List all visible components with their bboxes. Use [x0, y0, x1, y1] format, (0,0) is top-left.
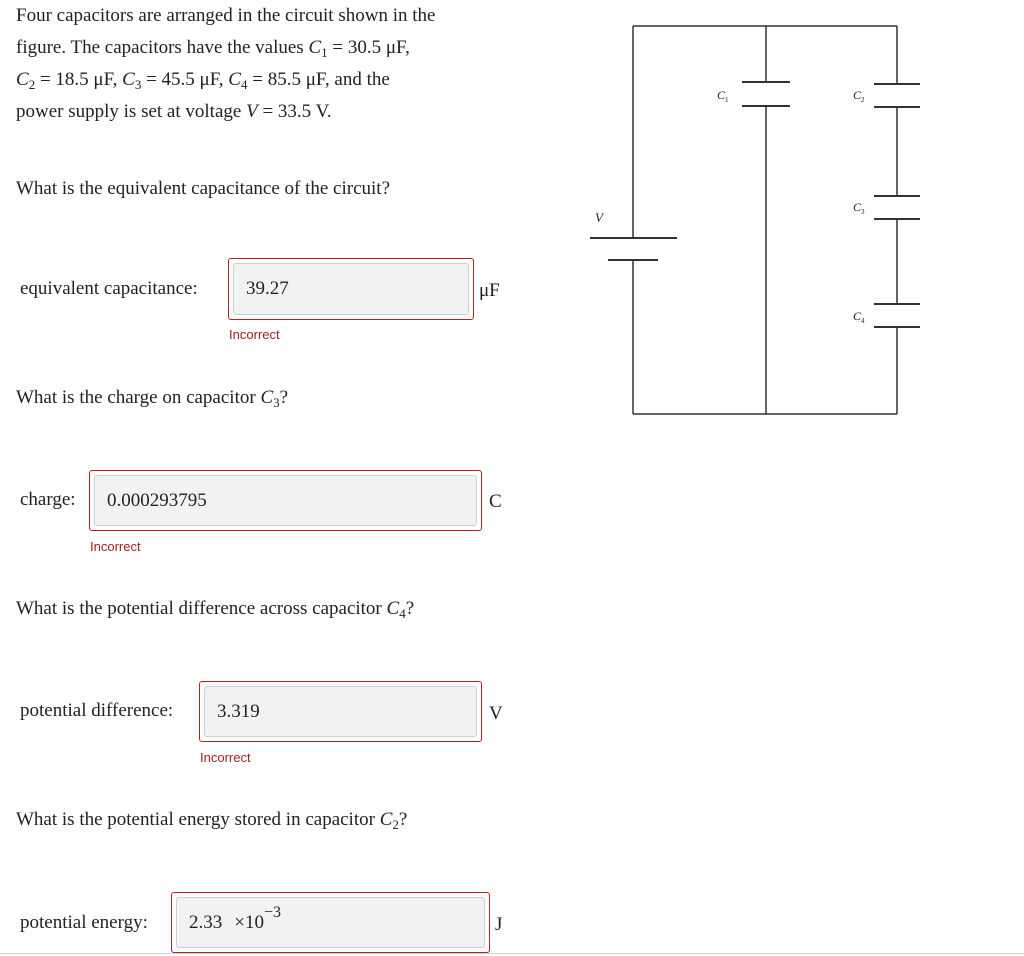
battery-label: V: [595, 210, 603, 225]
answer-3-label: potential difference:: [20, 700, 174, 721]
answer-1-label: equivalent capacitance:: [20, 278, 198, 299]
potential-difference-input[interactable]: 3.319: [204, 686, 477, 737]
intro-line-4: power supply is set at voltage V = 33.5 V.: [16, 101, 332, 122]
answer-1-unit: μF: [479, 280, 500, 301]
potential-energy-exponent: −3: [263, 903, 281, 921]
equivalent-capacitance-input[interactable]: 39.27: [233, 263, 469, 315]
answer-2-label: charge:: [20, 489, 76, 510]
capacitor-c2-label: $C_2$: [853, 88, 865, 104]
capacitor-c3-label: $C_3$: [853, 200, 865, 216]
answer-2-unit: C: [489, 491, 502, 512]
potential-energy-mantissa: 2.33: [189, 911, 223, 933]
answer-1-status: Incorrect: [229, 327, 280, 342]
answer-3-status: Incorrect: [200, 750, 251, 765]
capacitor-c4-label: $C_4$: [853, 309, 865, 325]
question-3-prompt: What is the potential difference across capacitor $C_4$?: [16, 598, 415, 621]
question-4-prompt: What is the potential energy stored in capacitor $C_2$?: [16, 809, 408, 832]
answer-4-unit: J: [495, 914, 503, 935]
charge-input[interactable]: 0.000293795: [94, 475, 477, 526]
answer-2-status: Incorrect: [90, 539, 141, 554]
answer-3-unit: V: [489, 703, 503, 724]
question-1-prompt: What is the equivalent capacitance of the circuit?: [16, 178, 391, 199]
intro-line-1: Four capacitors are arranged in the circuit shown in the: [16, 5, 436, 26]
question-2-prompt: What is the charge on capacitor $C_3$?: [16, 387, 289, 410]
answer-4-label: potential energy:: [20, 912, 148, 933]
intro-line-3: $C_2 = 18.5$ μF, $C_3 = 45.5$ μF, $C_4 = 85.5$ μF, and the: [16, 69, 390, 92]
capacitor-c1-label: $C_1$: [717, 88, 729, 104]
intro-line-2: figure. The capacitors have the values $C_1 = 30.5$ μF,: [16, 37, 410, 60]
potential-energy-times: ×10: [234, 911, 264, 933]
